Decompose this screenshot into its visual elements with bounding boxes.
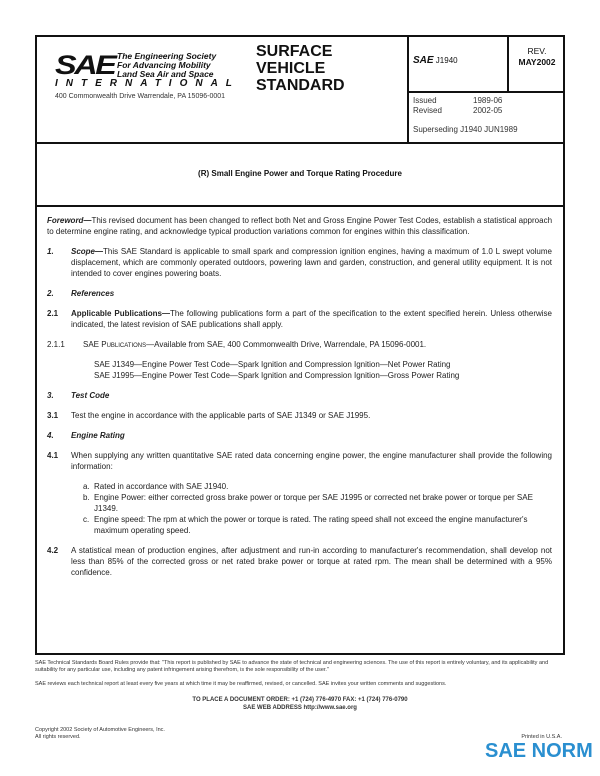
heading: Foreword— [47,216,92,225]
rev-date: MAY2002 [518,57,556,67]
copyright-line: Copyright 2002 Society of Automotive Engineers, Inc. [35,727,165,733]
revision-box [507,37,565,91]
sae-logo-mark: SAE [55,50,115,80]
heading: Engine Rating [71,431,125,440]
list-item [47,514,552,536]
section-2-1-1 [47,339,552,350]
rights-line: All rights reserved. [35,734,81,740]
tagline-line: Land Sea Air and Space [117,69,214,79]
watermark-logo [485,740,593,763]
web-address[interactable]: SAE WEB ADDRESS http://www.sae.org [243,705,357,711]
section-number: 2. [47,289,54,298]
foreword [47,215,552,237]
document-body [47,215,552,587]
doc-number [413,55,458,66]
doc-prefix: SAE [413,55,434,66]
order-line: TO PLACE A DOCUMENT ORDER: +1 (724) 776-4970 FAX: +1 (724) 776-0790 [192,697,408,703]
list-text: Rated in accordance with SAE J1940. [94,482,229,491]
section-number: 4.2 [47,546,59,555]
text: This revised document has been changed to reflect both Net and Gross Engine Power Test Codes, establish a statistical approach to determine engine rating, and acknowledge typical production variations common for engines within this classification. [47,216,553,236]
doc-info [407,37,565,142]
info-list [47,481,552,536]
document-title: (R) Small Engine Power and Torque Rating Procedure [37,142,563,207]
list-marker: b. [83,493,90,502]
reference-item: SAE J1995—Engine Power Test Code—Spark Ignition and Compression Ignition—Gross Power Rating [94,371,460,380]
section-4 [47,430,552,441]
section-number: 2.1.1 [47,340,65,349]
heading: Test Code [71,391,110,400]
list-text: Engine speed: The rpm at which the power or torque is rated. The rating speed shall not exceed the engine manufacturer's maximum operating speed. [94,515,528,535]
reference-list [47,359,552,381]
heading: SAE Publications [83,340,147,349]
doc-id-row [409,37,565,93]
copyright [35,727,165,741]
heading: References [71,289,115,298]
standard-line: SURFACE [256,43,333,60]
text: —Available from SAE, 400 Commonwealth Drive, Warrendale, PA 15096-0001. [146,340,427,349]
doc-number-text: J1940 [435,56,458,65]
header [37,37,563,144]
section-number: 3. [47,391,54,400]
printed-in: Printed in U.S.A. [521,734,562,740]
text: The following publications form a part of the specification to the extent specified herein. Unless otherwise indicated, the latest revision of SAE publications shall apply. [71,309,552,329]
text: When supplying any written quantitative SAE rated data concerning engine power, the engine manufacturer shall provide the following information: [71,451,552,471]
watermark-text: SAE NORM [485,740,593,762]
section-1 [47,246,552,279]
list-marker: a. [83,482,90,491]
standard-type [256,43,345,94]
address: 400 Commonwealth Drive Warrendale, PA 15096-0001 [55,93,226,100]
tagline-line: For Advancing Mobility [117,60,211,70]
rules-text: SAE Technical Standards Board Rules provide that: "This report is published by SAE to advance the state of technical and engineering sciences. The use of this report is entirely voluntary, and its applicability and suitability for any particular use, including any patent infringement arising therefrom, is the sole responsibility of the user." [35,660,549,673]
list-marker: c. [83,515,90,524]
dates [413,96,533,116]
list-text: Engine Power: either corrected gross brake power or torque per SAE J1995 or corrected net brake power or torque per SAE J1349. [94,493,533,513]
revised-label: Revised [413,106,442,115]
international-text: INTERNATIONAL [55,78,240,89]
section-number: 4. [47,431,54,440]
reference-item: SAE J1349—Engine Power Test Code—Spark Ignition and Compression Ignition—Net Power Rating [94,360,451,369]
standard-line: VEHICLE [256,60,326,77]
section-4-1 [47,450,552,472]
section-number: 1. [47,247,54,256]
tagline-line: The Engineering Society [117,51,217,61]
tagline [117,52,216,79]
superseding: Superseding J1940 JUN1989 [413,125,518,134]
heading: Scope— [71,247,104,256]
section-2-1 [47,308,552,330]
section-4-2 [47,545,552,578]
order-info [35,696,565,712]
section-number: 2.1 [47,309,59,318]
text: A statistical mean of production engines, after adjustment and run-in according to manufacturer's recommendation, shall develop not less than 85% of the corrected gross or net rated brake power or torque at rated rpm. The mean shall be determined with a 95% confidence. [71,546,552,577]
issued-label: Issued [413,96,437,105]
issued-date: 1989-06 [473,96,503,105]
text: Test the engine in accordance with the applicable parts of SAE J1349 or SAE J1995. [71,411,371,420]
document-frame [35,35,565,655]
section-number: 4.1 [47,451,59,460]
text: This SAE Standard is applicable to small spark and compression ignition engines, having a maximum of 1.0 L swept volume displacement, which are commonly operated outdoors, powering lawn and garden, construction, and general utility equipment. It is not intended to cover engines powering boats. [71,247,552,278]
section-number: 3.1 [47,411,59,420]
section-3-1 [47,410,552,421]
footer [35,660,565,712]
section-3 [47,390,552,401]
rev-label: REV. [527,46,547,56]
heading: Applicable Publications— [71,309,170,318]
list-item [47,492,552,514]
section-2 [47,288,552,299]
list-item [47,481,552,492]
revised-date: 2002-05 [473,106,503,115]
standard-line: STANDARD [256,77,345,94]
review-text: SAE reviews each technical report at least every five years at which time it may be reaffirmed, revised, or cancelled. SAE invites your written comments and suggestions. [35,681,447,687]
